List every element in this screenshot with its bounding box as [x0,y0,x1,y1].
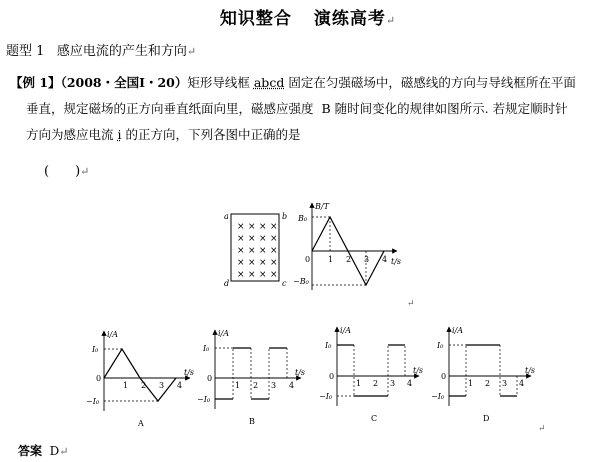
option-label: A [138,419,144,428]
paragraph-mark: ↵ [80,165,90,178]
y-axis-label: B/T [315,202,329,211]
title-part1: 知识整合 [219,9,292,29]
problem-text: 垂直，规定磁场的正方向垂直纸面向里，磁感应强度 [26,101,314,116]
tick-label: 4 [289,381,295,390]
tick-label: 3 [390,379,396,388]
corner-b: b [282,212,288,221]
field-cross: × [270,258,278,268]
tick-label: 2 [485,379,491,388]
field-cross: × [270,246,278,256]
field-cross: × [259,234,267,244]
origin-label: 0 [329,372,335,381]
field-cross: × [237,222,245,232]
option-graph-b [197,329,305,426]
field-cross: × [248,270,256,280]
tick-label: 2 [141,381,147,390]
title-part2: 演练高考 [313,9,386,29]
field-cross: × [259,222,267,232]
field-cross: × [248,222,256,232]
origin-label: 0 [305,255,311,264]
field-cross: × [237,258,245,268]
current-curve [104,349,176,401]
tick-label: 4 [407,379,413,388]
tick-label: 4 [382,255,388,264]
corner-a: a [224,212,229,221]
field-crosses [237,222,278,280]
tick-label: 3 [502,379,508,388]
problem-text: 固定在匀强磁场中，磁感线的方向与导线框所在平面 [288,75,576,90]
field-cross: × [270,270,278,280]
i0-label: I₀ [92,345,99,354]
y-axis-label: i/A [218,329,230,338]
answer-line [18,442,69,459]
b0-label: B₀ [298,214,308,223]
problem-text: 随时间变化的规律如图所示. 若规定顺时针 [334,101,568,116]
field-cross: × [237,234,245,244]
tick-label: 2 [253,381,259,390]
origin-label: 0 [207,374,213,383]
x-axis-label: t/s [525,366,536,375]
option-label: C [371,414,378,423]
paragraph-mark: ↵ [538,424,546,434]
field-cross: × [248,246,256,256]
neg-i0-label: −I₀ [319,392,333,401]
x-axis-label: t/s [391,257,402,266]
problem-text: 矩形导线框 [187,75,250,90]
option-graph-a [86,330,194,428]
paragraph-mark: ↵ [385,14,397,27]
y-axis-label: i/A [107,330,119,339]
tick-label: 2 [373,379,379,388]
paragraph-mark: ↵ [407,299,415,309]
example-source: （2008・全国Ⅰ・20） [60,75,188,90]
tick-label: 4 [519,379,525,388]
x-axis-label: t/s [413,366,424,375]
option-graph-d [431,326,535,423]
topic-text: 感应电流的产生和方向 [56,44,187,59]
frame-name: abcd [253,75,285,90]
origin-label: 0 [96,374,102,383]
tick-label: 3 [364,255,370,264]
tick-label: 1 [468,379,474,388]
tick-label: 1 [328,255,334,264]
tick-label: 1 [356,379,362,388]
b-t-graph [293,202,401,290]
field-cross: × [270,234,278,244]
origin-label: 0 [441,372,447,381]
problem-text: 方向为感应电流 [26,127,114,142]
i0-label: I₀ [203,344,210,353]
tick-label: 2 [346,255,352,264]
symbol-b: B [321,101,331,116]
field-cross: × [259,270,267,280]
x-axis-label: t/s [295,368,306,377]
i0-label: I₀ [325,341,332,350]
field-cross: × [237,246,245,256]
tick-label: 4 [177,381,183,390]
answer-label: 答案 [18,444,43,458]
neg-i0-label: −I₀ [86,397,100,406]
x-axis-label: t/s [184,368,195,377]
option-graph-c [319,326,423,423]
y-axis-label: i/A [452,326,464,335]
paragraph-mark: ↵ [59,445,69,458]
tick-label: 3 [271,381,277,390]
field-cross: × [248,234,256,244]
paragraph-mark: ↵ [186,45,197,58]
tick-label: 1 [235,381,241,390]
i0-label: I₀ [437,341,444,350]
symbol-i: i [117,127,122,142]
bracket-text: ( ) [44,164,81,179]
option-label: D [483,414,490,423]
field-cross: × [248,258,256,268]
corner-c: c [282,279,287,288]
problem-text: 的正方向，下列各图中正确的是 [125,127,301,142]
field-cross: × [270,222,278,232]
neg-i0-label: −I₀ [197,395,211,404]
tick-label: 3 [159,381,165,390]
y-axis-label: i/A [340,326,352,335]
field-cross: × [259,246,267,256]
tick-label: 1 [123,381,129,390]
neg-i0-label: −I₀ [431,392,445,401]
wire-loop-figure [224,212,287,288]
topic-label: 题型 1 [6,44,45,59]
option-label: B [249,417,255,426]
neg-b0-label: −B₀ [293,277,309,286]
answer-value: D [49,444,60,458]
field-cross: × [237,270,245,280]
field-cross: × [259,258,267,268]
example-tag: 【例 1】 [10,75,61,90]
corner-d: d [224,279,230,288]
